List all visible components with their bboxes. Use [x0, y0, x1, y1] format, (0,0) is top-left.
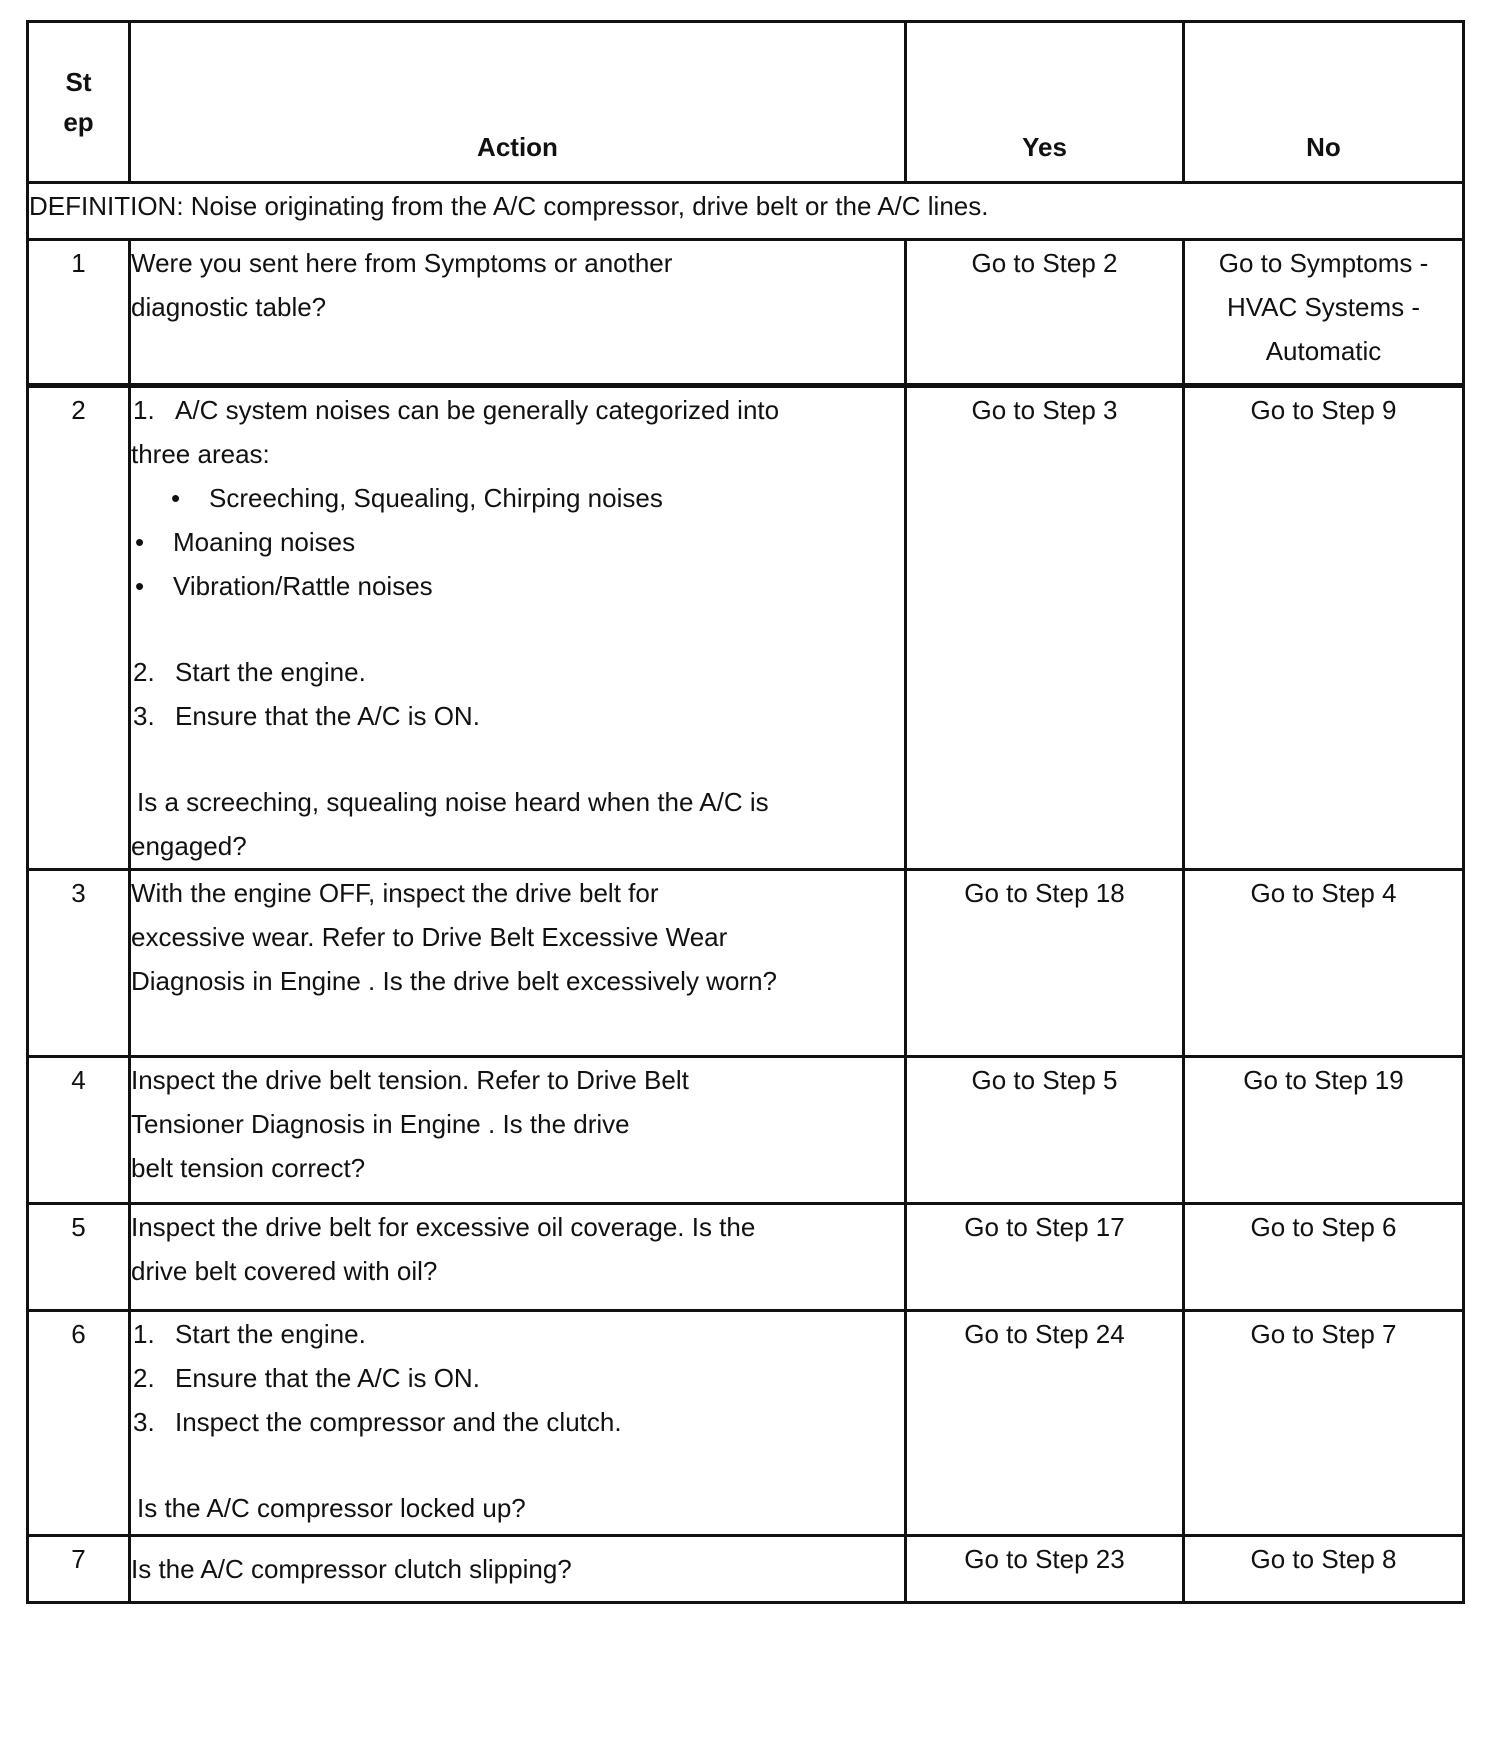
yes-cell: Go to Step 17 — [906, 1204, 1184, 1311]
header-step — [28, 22, 130, 183]
list-item-continued: three areas: — [131, 439, 270, 469]
bullet-icon: • — [171, 483, 181, 513]
action-line: Inspect the drive belt tension. Refer to Drive Belt — [131, 1065, 689, 1095]
list-item — [131, 1356, 904, 1400]
action-cell — [130, 1057, 906, 1204]
no-line: Automatic — [1265, 336, 1382, 366]
list-item — [131, 1312, 904, 1356]
list-item — [131, 388, 904, 432]
bullet-item — [131, 476, 904, 520]
action-line: With the engine OFF, inspect the drive belt for — [131, 878, 659, 908]
action-line: Inspect the drive belt for excessive oil coverage. Is the — [131, 1212, 756, 1242]
list-number: 2. — [133, 1363, 155, 1393]
diagnostic-table — [26, 20, 1465, 1604]
step-number: 7 — [28, 1536, 130, 1603]
yes-cell: Go to Step 24 — [906, 1311, 1184, 1536]
step-number: 6 — [28, 1311, 130, 1536]
header-no: No — [1184, 22, 1464, 183]
action-cell — [130, 1311, 906, 1536]
action-line: excessive wear. Refer to Drive Belt Excessive Wear — [131, 922, 728, 952]
no-cell — [1184, 240, 1464, 386]
list-text: Inspect the compressor and the clutch. — [175, 1407, 622, 1437]
action-line: drive belt covered with oil? — [131, 1256, 438, 1286]
bullet-icon: • — [135, 527, 145, 557]
action-cell — [130, 386, 906, 870]
list-number: 3. — [133, 701, 155, 731]
bullet-item — [131, 520, 904, 564]
table-row-step-3 — [28, 870, 1464, 1057]
definition-row — [28, 183, 1464, 240]
list-item — [131, 650, 904, 694]
no-line: Go to Symptoms - — [1218, 248, 1429, 278]
yes-cell: Go to Step 2 — [906, 240, 1184, 386]
list-text: Ensure that the A/C is ON. — [175, 701, 480, 731]
table-row-step-6 — [28, 1311, 1464, 1536]
action-line: Were you sent here from Symptoms or another — [131, 248, 673, 278]
action-line: Tensioner Diagnosis in Engine . Is the drive — [131, 1109, 630, 1139]
no-cell: Go to Step 4 — [1184, 870, 1464, 1057]
bullet-text: Screeching, Squealing, Chirping noises — [209, 483, 663, 513]
header-step-line1: St — [65, 67, 92, 97]
list-item — [131, 1400, 904, 1444]
header-action: Action — [130, 22, 906, 183]
list-text: Start the engine. — [175, 657, 366, 687]
bullet-text: Moaning noises — [173, 527, 356, 557]
action-line: diagnostic table? — [131, 292, 327, 322]
question-line: engaged? — [131, 831, 247, 861]
step-number: 2 — [28, 386, 130, 870]
bullet-icon: • — [135, 571, 145, 601]
list-number: 2. — [133, 657, 155, 687]
bullet-item — [131, 564, 904, 608]
step-number: 1 — [28, 240, 130, 386]
question-line: Is the A/C compressor locked up? — [137, 1493, 526, 1523]
no-line: HVAC Systems - — [1226, 292, 1421, 322]
action-line: Diagnosis in Engine . Is the drive belt excessively worn? — [131, 966, 777, 996]
header-row — [28, 22, 1464, 183]
question-line: Is a screeching, squealing noise heard when the A/C is — [137, 787, 769, 817]
list-text: A/C system noises can be generally categorized into — [175, 395, 780, 425]
action-cell — [130, 1204, 906, 1311]
no-cell: Go to Step 7 — [1184, 1311, 1464, 1536]
yes-cell: Go to Step 3 — [906, 386, 1184, 870]
list-number: 1. — [133, 395, 155, 425]
no-cell: Go to Step 8 — [1184, 1536, 1464, 1603]
list-number: 1. — [133, 1319, 155, 1349]
header-yes: Yes — [906, 22, 1184, 183]
table-row-step-4 — [28, 1057, 1464, 1204]
table-row-step-1 — [28, 240, 1464, 386]
action-cell — [130, 240, 906, 386]
table-row-step-5 — [28, 1204, 1464, 1311]
yes-cell: Go to Step 18 — [906, 870, 1184, 1057]
step-number: 4 — [28, 1057, 130, 1204]
no-cell: Go to Step 6 — [1184, 1204, 1464, 1311]
list-text: Start the engine. — [175, 1319, 366, 1349]
table-row-step-7 — [28, 1536, 1464, 1603]
bullet-text: Vibration/Rattle noises — [173, 571, 433, 601]
yes-cell: Go to Step 23 — [906, 1536, 1184, 1603]
no-cell: Go to Step 19 — [1184, 1057, 1464, 1204]
action-cell — [130, 870, 906, 1057]
action-cell: Is the A/C compressor clutch slipping? — [130, 1536, 906, 1603]
list-item — [131, 694, 904, 738]
header-step-line2: ep — [63, 107, 94, 137]
step-number: 5 — [28, 1204, 130, 1311]
yes-cell: Go to Step 5 — [906, 1057, 1184, 1204]
definition-text: DEFINITION: Noise originating from the A/C compressor, drive belt or the A/C lines. — [28, 183, 1464, 240]
action-line: belt tension correct? — [131, 1153, 366, 1183]
list-number: 3. — [133, 1407, 155, 1437]
no-cell: Go to Step 9 — [1184, 386, 1464, 870]
step-number: 3 — [28, 870, 130, 1057]
table-row-step-2 — [28, 386, 1464, 870]
list-text: Ensure that the A/C is ON. — [175, 1363, 480, 1393]
